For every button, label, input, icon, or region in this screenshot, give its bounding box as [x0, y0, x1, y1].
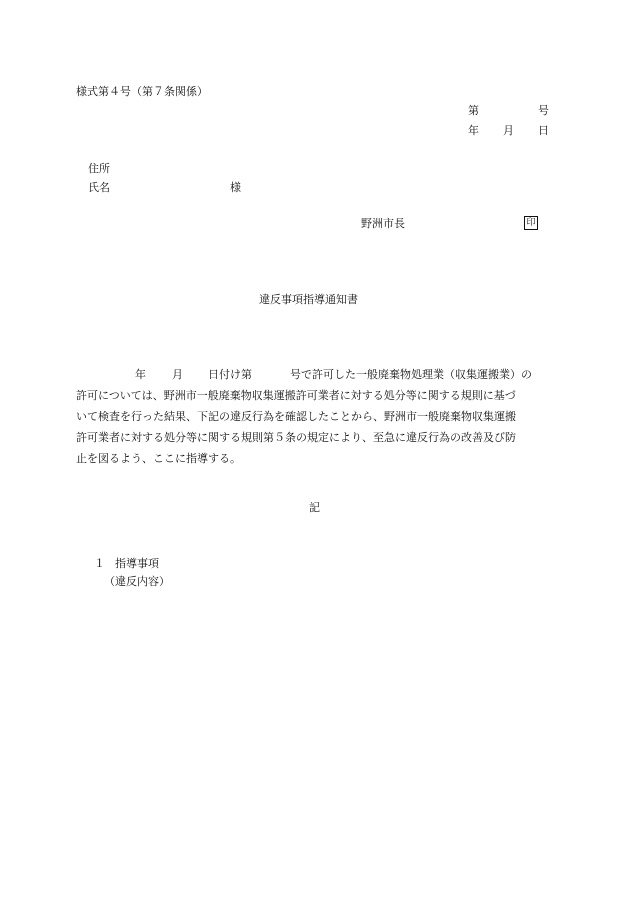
number-suffix: 号	[538, 104, 549, 117]
seal-stamp	[524, 216, 538, 230]
issuer-title: 野洲市長	[361, 217, 405, 230]
honorific: 様	[230, 181, 241, 194]
item1-sub: （違反内容）	[104, 575, 170, 588]
body-first-line-rest: 号で許可した一般廃棄物処理業（収集運搬業）の	[290, 368, 532, 381]
date-day: 日	[538, 124, 549, 137]
body-line: 止を図るよう、ここに指導する。	[76, 452, 241, 465]
body-month: 月	[172, 368, 183, 381]
body-year: 年	[135, 368, 146, 381]
ki-marker: 記	[309, 501, 320, 514]
name-label: 氏名	[88, 181, 110, 194]
body-line: いて検査を行った結果、下記の違反行為を確認したことから、野洲市一般廃棄物収集運搬	[76, 410, 516, 423]
address-label: 住所	[88, 162, 110, 175]
date-month: 月	[503, 124, 514, 137]
form-header: 様式第４号（第７条関係）	[76, 85, 208, 98]
body-day-issue: 日付け第	[208, 368, 252, 381]
document-title: 違反事項指導通知書	[259, 293, 358, 306]
item1-label: 指導事項	[115, 557, 159, 570]
seal-label: 印	[526, 217, 536, 228]
body-first-line	[0, 369, 630, 383]
item1-number: １	[94, 557, 105, 570]
number-prefix: 第	[468, 104, 479, 117]
body-line: 許可業者に対する処分等に関する規則第５条の規定により、至急に違反行為の改善及び防	[76, 431, 516, 444]
body-line: 許可については、野洲市一般廃棄物収集運搬許可業者に対する処分等に関する規則に基づ	[76, 389, 516, 402]
date-year: 年	[468, 124, 479, 137]
